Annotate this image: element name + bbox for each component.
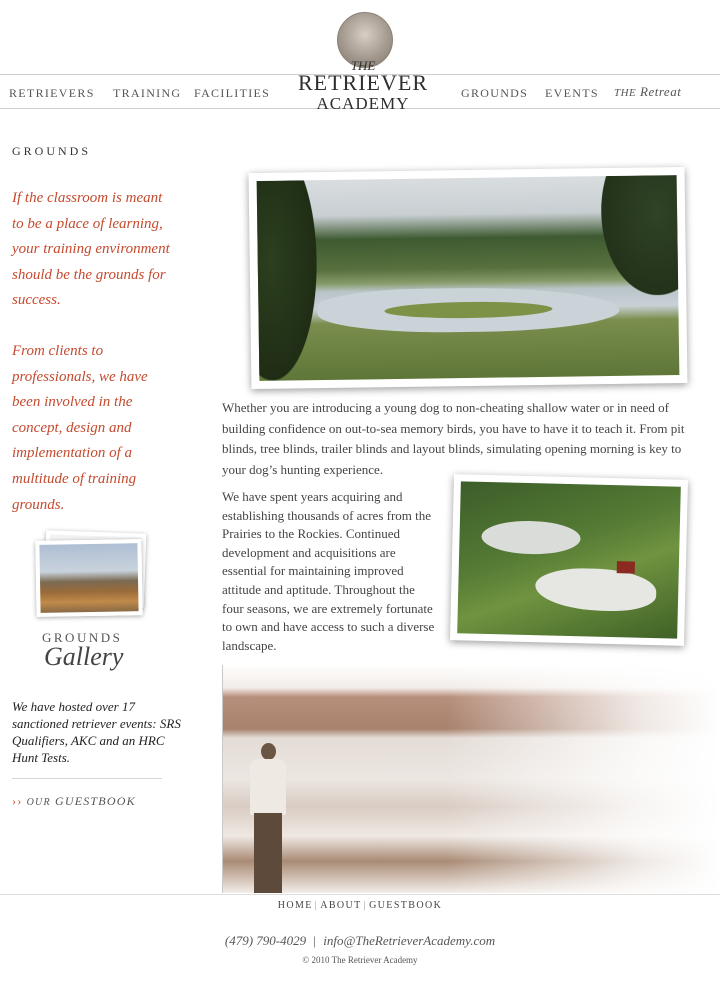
footer-contact — [0, 933, 720, 949]
nav-retrievers[interactable]: RETRIEVERS — [9, 86, 95, 100]
intro-quote — [12, 186, 170, 543]
gallery-label-top[interactable]: GROUNDS — [42, 630, 123, 645]
pond-photo-image — [257, 175, 680, 381]
nav-events[interactable]: EVENTS — [545, 86, 599, 100]
body-paragraph-1: Whether you are introducing a young dog to non-cheating shallow water or in need of building confidence on out-to-sea memory birds, you have to have it to teach it. From pit blinds, tree blinds, trailer blinds and layout blinds, simulating opening morning is key to your dog’s hunting experience. — [222, 400, 685, 477]
double-chevron-icon: ›› — [12, 794, 23, 808]
footer-contact-separator: | — [313, 933, 316, 948]
site-logo[interactable] — [282, 0, 444, 140]
footer-home-link[interactable]: HOME — [277, 900, 313, 911]
our-guestbook-link[interactable] — [12, 794, 136, 809]
footer-copyright: © 2010 The Retriever Academy — [302, 955, 418, 965]
nav-grounds[interactable]: GROUNDS — [461, 86, 529, 100]
footer-nav — [0, 900, 720, 911]
divider — [12, 778, 162, 779]
body-paragraph-2: We have spent years acquiring and establishing thousands of acres from the Prairies to the Rockies. Continued development and acquisitions are essential for maintaining improved attitude and aptitude. Throughout the four seasons, we are extremely fortunate to own and have access to such a diverse landscape. — [222, 489, 435, 653]
aerial-water-1 — [481, 520, 581, 556]
aerial-barn — [617, 561, 635, 574]
intro-paragraph-2: From clients to professionals, we have been involved in the concept, design and implementation of a multitude of training grounds. — [12, 342, 148, 513]
logo-academy: ACADEMY — [316, 94, 410, 113]
guestbook-label: GUESTBOOK — [54, 794, 136, 808]
photo-fade — [446, 665, 720, 893]
gallery-label-bottom[interactable]: Gallery — [44, 642, 124, 671]
hosted-events-text: We have hosted over 17 sanctioned retriever events: SRS Qualifiers, AKC and an HRC Hunt Tests. — [12, 699, 181, 765]
footer-about-link[interactable]: ABOUT — [320, 900, 362, 911]
trainer-torso — [250, 759, 286, 815]
footer-email-link[interactable]: info@TheRetrieverAcademy.com — [323, 933, 496, 948]
gallery-thumb[interactable] — [35, 539, 142, 617]
guestbook-our: OUR — [26, 797, 51, 808]
nav-facilities[interactable]: FACILITIES — [194, 86, 271, 100]
photo-left-rule — [222, 665, 223, 893]
tree-right — [601, 175, 679, 296]
nav-retreat-word: Retreat — [640, 84, 682, 99]
aerial-water-2 — [535, 567, 657, 612]
logo-the: THE — [350, 58, 376, 73]
tree-left — [257, 180, 319, 381]
footer-guestbook-link[interactable]: GUESTBOOK — [369, 900, 443, 911]
trainer-figure — [248, 743, 288, 893]
footer-rule — [0, 894, 720, 895]
page-title: GROUNDS — [12, 144, 92, 158]
aerial-photo — [450, 474, 688, 646]
logo-retriever: RETRIEVER — [298, 70, 428, 95]
footer-separator: | — [314, 900, 319, 911]
footer-separator: | — [363, 900, 368, 911]
nav-retreat-the: THE — [614, 87, 637, 99]
gallery-thumb-image — [39, 543, 138, 613]
nav-the-retreat[interactable] — [614, 84, 681, 100]
nav-training[interactable]: TRAINING — [113, 86, 182, 100]
aerial-photo-image — [457, 481, 681, 638]
trainer-legs — [254, 813, 282, 893]
trainer-photo — [222, 665, 720, 893]
footer-phone[interactable]: (479) 790-4029 — [224, 933, 307, 948]
intro-paragraph-1: If the classroom is meant to be a place of learning, your training environment should be the grounds for success. — [12, 190, 170, 309]
trainer-head — [261, 743, 276, 760]
pond-photo — [249, 167, 688, 389]
